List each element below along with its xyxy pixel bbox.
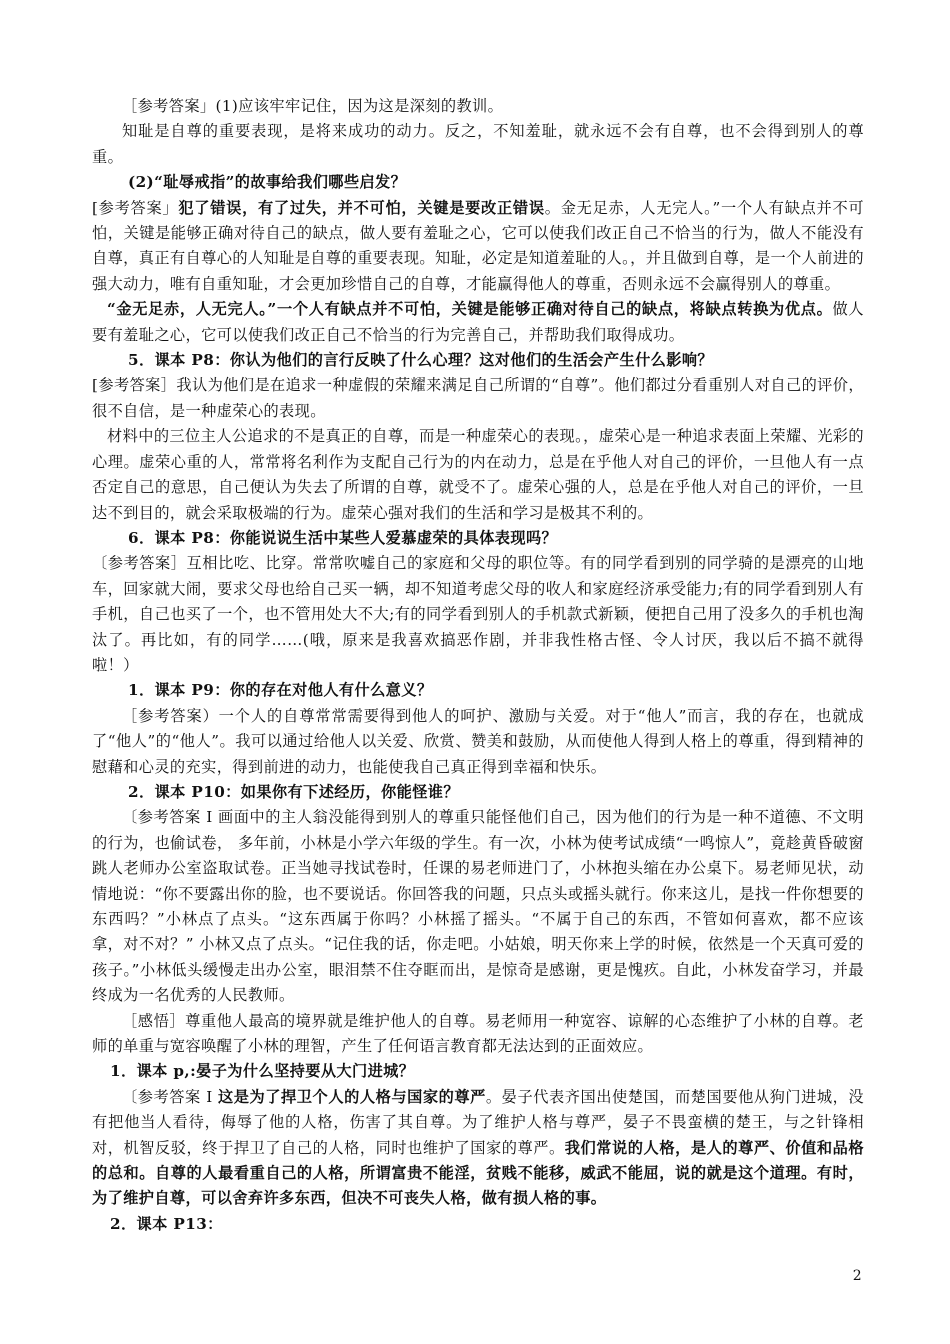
paragraph <box>92 1212 864 1237</box>
bold-text: (2)“耻辱戒指”的故事给我们哪些启发？ <box>128 173 407 192</box>
paragraph <box>92 1009 864 1060</box>
paragraph <box>92 119 864 170</box>
bold-text: 1．课本 p,:晏子为什么坚持要从大门进城？ <box>110 1062 415 1081</box>
paragraph <box>92 551 864 678</box>
text-run: 。金无足赤，人无完人。”一个人有缺点并不可怕，关键是能够正确对待自己的缺点，做人要有羞耻之心，它可以使我们改正自己不恰当的行为，做人不能没有自尊，真正有自尊心的人知耻是自尊的重要表现。知耻，必定是知道羞耻的人。，并且做到自尊，是一个人前进的强大动力，唯有自重知耻，才会更加珍惜自己的自尊，才能赢得他人的尊重，否则永远不会赢得别人的尊重。 <box>92 198 865 293</box>
bold-text: 犯了错误，有了过失，并不可怕，关键是要改正错误 <box>178 198 545 217</box>
paragraph <box>92 526 864 551</box>
paragraph <box>92 424 864 526</box>
text-run: 知耻是自尊的重要表现，是将来成功的动力。反之，不知羞耻，就永远不会有自尊，也不会得到别人的尊重。 <box>92 122 864 166</box>
text-run: 〔参考答案 I 画面中的主人翁没能得到别人的尊重只能怪他们自己，因为他们的行为是一种不道德、不文明的行为，也偷试卷， 多年前，小林是小学六年级的学生。有一次，小林为使考试成绩“一鸣惊人”，竟趁黄昏破窗跳人老师办公室盗取试卷。正当她寻找试卷时，任课的易老师进门了，小林抱头缩在办公桌下。易老师见状，动情地说：“你不要露出你的脸，也不要说话。你回答我的问题，只点头或摇头就行。你来这儿，是找一件你想要的东西吗？”小林点了点头。“这东西属于你吗？小林摇了摇头。“不属于自己的东西，不管如何喜欢，都不应该拿，对不对？” 小林又点了点头。“记住我的话，你走吧。小姑娘，明天你来上学的时候，依然是一个天真可爱的孩子。”小林低头缓慢走出办公室，眼泪禁不住夺眶而出，是惊奇是感谢，更是愧疚。自此，小林发奋学习，并最终成为一名优秀的人民教师。 <box>92 808 864 1005</box>
bold-text: “金无足赤，人无完人。”一个人有缺点并不可怕，关键是能够正确对待自己的缺点，将缺点转换为优点。 <box>107 300 833 319</box>
bold-text: 5．课本 P8：你认为他们的言行反映了什么心理？这对他们的生活会产生什么影响？ <box>128 351 714 370</box>
bold-text: 1．课本 P9：你的存在对他人有什么意义？ <box>128 681 433 700</box>
paragraph <box>92 1085 864 1212</box>
text-run: 〔参考答案］互相比吃、比穿。常常吹嘘自己的家庭和父母的职位等。有的同学看到别的同学骑的是漂亮的山地车，回家就大闹，要求父母也给自己买一辆，却不知道考虑父母的收人和家庭经济承受能力;有的同学看到别人有手机，自己也买了一个，也不管用处大不大;有的同学看到别人的手机款式新颖，便把自己用了没多久的手机也淘汰了。再比如，有的同学……(哦，原来是我喜欢搞恶作剧，并非我性格古怪、令人讨厌，我以后不搞不就得啦！） <box>92 554 864 674</box>
bold-text: 2．课本 P13： <box>110 1214 223 1233</box>
paragraph <box>92 704 864 780</box>
bold-text: 2．课本 P10：如果你有下述经历，你能怪谁？ <box>128 782 459 801</box>
paragraph <box>92 1059 864 1084</box>
paragraph <box>92 348 864 373</box>
page-number: 2 <box>852 1268 862 1284</box>
paragraph <box>92 170 864 195</box>
bold-text: 我们常说的人格，是人的尊严、价值和品格的总和。自尊的人最看重自己的人格，所谓富贵不能淫，贫贱不能移，威武不能屈，说的就是这个道理。有时，为了维护自尊，可以舍弃许多东西，但决不可丧失人格，做有损人格的事。 <box>92 1138 865 1208</box>
text-run: ［参考答案）一个人的自尊常常需要得到他人的呵护、激励与关爱。对于“他人”而言，我的存在，也就成了“他人”的“他人”。我可以通过给他人以关爱、欣赏、赞美和鼓励，从而使他人得到人格上的尊重，得到精神的慰藉和心灵的充实，得到前进的动力，也能使我自己真正得到幸福和快乐。 <box>92 706 864 776</box>
paragraph <box>92 780 864 805</box>
document-body <box>92 94 864 1237</box>
bold-text: 这是为了捍卫个人的人格与国家的尊严 <box>218 1087 486 1106</box>
paragraph <box>92 678 864 703</box>
paragraph <box>92 94 864 119</box>
text-run: [参考答案」 <box>92 198 179 217</box>
text-run: 〔参考答案 I <box>122 1087 218 1106</box>
paragraph <box>92 373 864 424</box>
paragraph <box>92 805 864 1008</box>
text-run: ［感悟］尊重他人最高的境界就是维护他人的自尊。易老师用一种宽容、谅解的心态维护了小林的自尊。老师的单重与宽容唤醒了小林的理智，产生了任何语言教育都无法达到的正面效应。 <box>92 1011 864 1056</box>
text-run: ［参考答案」(1)应该牢牢记住，因为这是深刻的教训。 <box>122 97 504 115</box>
bold-text: 6．课本 P8：你能说说生活中某些人爱慕虚荣的具体表现吗？ <box>128 528 558 547</box>
text-run: 。晏子代表齐国出使楚国，而楚国要他从狗门进城，没有把他当人看待，侮辱了他的人格，伤害了其自尊。为了维护人格与尊严，晏子不畏蛮横的楚王，与之针锋相对，机智反驳，终于捍卫了自己的人格，同时也维护了国家的尊严。 <box>92 1087 864 1157</box>
paragraph <box>92 297 864 348</box>
text-run: 做人要有羞耻之心，它可以使我们改正自己不恰当的行为完善自己，并帮助我们取得成功。 <box>92 300 864 344</box>
paragraph <box>92 196 864 298</box>
text-run: 材料中的三位主人公追求的不是真正的自尊，而是一种虚荣心的表现。，虚荣心是一种追求表面上荣耀、光彩的心理。虚荣心重的人，常常将名利作为支配自己行为的内在动力，总是在乎他人对自己的评价，一旦他人有一点否定自己的意思，自己便认为失去了所谓的自尊，就受不了。虚荣心强的人，总是在乎他人对自己的评价，一旦达不到目的，就会采取极端的行为。虚荣心强对我们的生活和学习是极其不利的。 <box>92 427 864 522</box>
text-run: [参考答案］我认为他们是在追求一种虚假的荣耀来满足自己所谓的“自尊”。他们都过分看重别人对自己的评价，很不自信，是一种虚荣心的表现。 <box>92 376 864 420</box>
